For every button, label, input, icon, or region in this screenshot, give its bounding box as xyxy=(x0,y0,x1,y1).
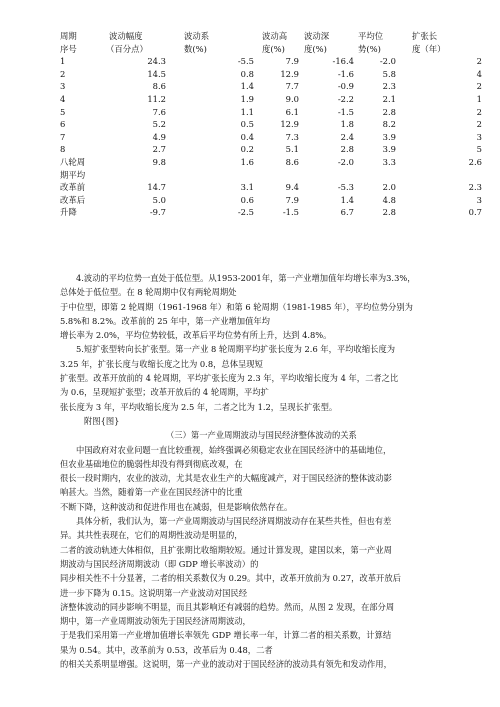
table-row xyxy=(60,169,482,182)
table-cell: 5 xyxy=(60,106,66,117)
table-cell: -2.5 xyxy=(237,207,254,218)
paragraph-line: 中国政府对农业问题一直比较重视，始终强调必须稳定农业在国民经济中的基础地位， xyxy=(76,444,392,455)
table-cell: 升降 xyxy=(60,207,77,218)
table-cell xyxy=(396,169,482,182)
table-cell: 3 xyxy=(476,194,482,205)
table-row xyxy=(60,68,482,81)
paragraph-line: 5.短扩张型转向长扩张型。第一产业 8 轮周期平均扩张长度为 2.6 年，平均收缩长度为 xyxy=(76,344,396,355)
table-row xyxy=(60,106,482,119)
table-cell: -9.7 xyxy=(149,207,166,218)
table-header-cell: （百分点） xyxy=(106,43,148,54)
table-cell: 2.7 xyxy=(152,144,166,155)
article-body xyxy=(60,271,480,671)
table-cell: 7.6 xyxy=(152,106,166,117)
paragraph-line: 济整体波动的同步影响不明显，而且其影响还有减弱的趋势。然而，从图 2 发现，在部分周 xyxy=(60,601,395,612)
table-header-cell: 波动高 xyxy=(262,31,288,41)
table-cell: 7.9 xyxy=(285,194,299,205)
paragraph-line: 响甚大。当然，随着第一产业在国民经济中的比重 xyxy=(60,487,243,498)
table-cell: -5.3 xyxy=(337,182,354,193)
table-cell: 5.1 xyxy=(285,144,299,155)
table-cell: 0.4 xyxy=(240,131,254,142)
table-row xyxy=(60,156,482,169)
table-cell: 八轮周 xyxy=(60,156,86,167)
paragraph-line: 的相关关系明显增强。这说明，第一产业的波动对于国民经济的波动具有领先和发动作用， xyxy=(60,659,392,670)
table-cell: -16.4 xyxy=(332,56,354,67)
table-cell: 1.9 xyxy=(240,93,254,104)
table-cell: 5 xyxy=(476,144,482,155)
table-cell: -2.2 xyxy=(337,93,354,104)
table-cell: 2.6 xyxy=(468,156,482,167)
table-cell: 6.1 xyxy=(285,106,299,117)
table-cell xyxy=(299,169,354,182)
table-cell: -2.0 xyxy=(379,56,396,67)
paragraph-line: 期中，第一产业周期波动领先于国民经济周期波动， xyxy=(60,616,251,627)
section-heading: （三）第一产业周期波动与国民经济整体波动的关系 xyxy=(166,430,357,441)
table-cell: -5.5 xyxy=(237,56,254,67)
table-cell: 0.6 xyxy=(240,194,254,205)
table-row xyxy=(60,80,482,93)
table-cell: -1.5 xyxy=(282,207,299,218)
table-header-cell: 波动幅度 xyxy=(109,31,143,41)
table-cell: 1 xyxy=(476,93,482,104)
table-row xyxy=(60,194,482,207)
table-cell: 4.9 xyxy=(152,131,166,142)
paragraph-line: 5.8%和 8.2%。改革前的 25 年中，第一产业增加值年均 xyxy=(60,315,270,326)
table-cell: 0.7 xyxy=(468,207,482,218)
table-cell: 0.5 xyxy=(240,119,254,130)
table-cell: -1.6 xyxy=(337,68,354,79)
table-cell: 8.2 xyxy=(382,119,396,130)
table-cell: 3 xyxy=(60,81,66,92)
table-cell xyxy=(254,169,299,182)
table-header-cell: 扩张长 xyxy=(412,31,438,41)
table-header-cell: 度(%) xyxy=(262,43,285,54)
table-cell: 2 xyxy=(476,81,482,92)
table-cell: 2.3 xyxy=(468,182,482,193)
table-cell: 3 xyxy=(476,131,482,142)
table-header-cell: 数(%) xyxy=(184,43,207,54)
table-cell: -0.9 xyxy=(337,81,354,92)
paragraph-line: 具体分析，我们认为，第一产业周期波动与国民经济周期波动存在某些共性，但也有差 xyxy=(76,516,392,527)
table-cell: 3.9 xyxy=(382,144,396,155)
table-cell: 7.3 xyxy=(285,131,299,142)
table-cell: 5.0 xyxy=(152,194,166,205)
table-cell: 9.4 xyxy=(285,182,299,193)
table-cell: 8.6 xyxy=(152,81,166,92)
table-cell: 3.3 xyxy=(382,156,396,167)
table-cell: 5.2 xyxy=(152,119,166,130)
table-header-row xyxy=(60,43,482,56)
table-cell: 8 xyxy=(60,144,66,155)
table-cell: 6.7 xyxy=(340,207,354,218)
table-header-cell: 度（年） xyxy=(412,43,446,54)
paragraph-line: 同步相关性不十分显著，二者的相关系数仅为 0.29。其中，改革开放前为 0.27，改革开放后 xyxy=(60,573,401,584)
table-cell: 1.4 xyxy=(240,81,254,92)
paragraph-line: 于中位型，即第 2 轮周期（1961-1968 年）和第 6 轮周期（1981-1985 年），平均位势分别为 xyxy=(60,301,413,312)
table-cell: 2.8 xyxy=(340,144,354,155)
table-cell: -2.0 xyxy=(337,156,354,167)
table-row xyxy=(60,131,482,144)
table-row xyxy=(60,118,482,131)
table-cell: 2 xyxy=(60,68,66,79)
table-header-cell: 波动深 xyxy=(304,31,330,41)
table-cell: 1 xyxy=(60,56,66,67)
paragraph-line: 期波动与国民经济周期波动（即 GDP 增长率波动）的 xyxy=(60,558,259,569)
table-cell: 期平均 xyxy=(60,169,86,180)
table-header-cell: 波动系 xyxy=(184,31,210,41)
table-cell: 5.8 xyxy=(382,68,396,79)
table-cell: 14.5 xyxy=(147,68,166,79)
table-cell: 9.0 xyxy=(285,93,299,104)
table-cell: 改革前 xyxy=(60,182,86,193)
table-cell xyxy=(106,169,166,182)
table-cell: -1.5 xyxy=(337,106,354,117)
table-cell: 3.1 xyxy=(240,182,254,193)
table-cell: 12.9 xyxy=(280,119,299,130)
table-cell: 4.8 xyxy=(382,194,396,205)
paragraph-line: 很长一段时期内，农业的波动，尤其是农业生产的大幅度减产，对于国民经济的整体波动影 xyxy=(60,473,392,484)
paragraph-line: 果为 0.54。其中，改革前为 0.53，改革后为 0.48，二者 xyxy=(60,644,273,655)
table-cell xyxy=(354,169,396,182)
paragraph-line: 但农业基础地位的脆弱性却没有得到彻底改观，在 xyxy=(60,458,243,469)
table-header-cell: 势(%) xyxy=(358,43,381,54)
table-header-cell: 度(%) xyxy=(304,43,327,54)
paragraph-line: 进一步下降为 0.15。这说明第一产业波动对国民经 xyxy=(60,587,248,598)
table-row xyxy=(60,93,482,106)
paragraph-line: 总体处于低位型。在 8 轮周期中仅有两轮周期处 xyxy=(60,287,237,298)
table-cell: 4 xyxy=(60,93,66,104)
paragraph-line: 异。其共性表现在，它们的周期性波动是明显的， xyxy=(60,530,243,541)
table-cell: 12.9 xyxy=(280,68,299,79)
table-cell: 9.8 xyxy=(152,156,166,167)
table-cell: 2.1 xyxy=(382,93,396,104)
table-cell: 24.3 xyxy=(147,56,166,67)
table-cell: 2.4 xyxy=(340,131,354,142)
paragraph-line: 增长率为 2.0%，平均位势较低，改革后平均位势有所上升，达到 4.8%。 xyxy=(60,330,332,341)
paragraph-line: 于是我们采用第一产业增加值增长率领先 GDP 增长率一年，计算二者的相关系数，计算结 xyxy=(60,630,392,641)
table-cell: 2 xyxy=(476,119,482,130)
figure-placeholder: 附图{图} xyxy=(84,415,120,426)
table-cell: 2.8 xyxy=(382,207,396,218)
paragraph-line: 扩张型。改革开放前的 4 轮周期，平均扩张长度为 2.3 年，平均收缩长度为 4 年，二者之比 xyxy=(60,373,399,384)
paragraph-line: 为 0.6，呈现短扩张型；改革开放后的 4 轮周期，平均扩 xyxy=(60,387,269,398)
table-cell: 6 xyxy=(60,119,66,130)
table-cell: 7.7 xyxy=(285,81,299,92)
table-cell: 2.0 xyxy=(382,182,396,193)
table-cell: 14.7 xyxy=(147,182,166,193)
table-cell: 8.6 xyxy=(285,156,299,167)
table-cell: 2 xyxy=(476,56,482,67)
table-cell: 11.2 xyxy=(147,93,166,104)
paragraph-line: 3.25 年，扩张长度与收缩长度之比为 0.8，总体呈现短 xyxy=(60,358,263,369)
cycle-statistics-table xyxy=(60,30,482,219)
table-cell: 1.6 xyxy=(240,156,254,167)
table-header-cell: 序号 xyxy=(60,43,77,54)
table-cell: 改革后 xyxy=(60,194,86,205)
table-row xyxy=(60,181,482,194)
table-cell: 0.8 xyxy=(240,68,254,79)
table-cell: 2 xyxy=(476,106,482,117)
table-cell: 1.8 xyxy=(340,119,354,130)
paragraph-line: 二者的波动轨迹大体相似，且扩张期比收缩期较短。通过计算发现，建国以来，第一产业周 xyxy=(60,544,392,555)
paragraph-line: 张长度为 3 年，平均收缩长度为 2.5 年，二者之比为 1.2，呈现长扩张型。 xyxy=(60,401,338,412)
table-cell: 3.9 xyxy=(382,131,396,142)
paragraph-line: 4.波动的平均位势一直处于低位型。从1953-2001年，第一产业增加值年均增长率为3.3%， xyxy=(76,273,416,283)
paragraph-line: 不断下降，这种波动和促进作用也在减弱，但是影响依然存在。 xyxy=(60,501,293,512)
table-header-cell: 周期 xyxy=(60,31,77,41)
table-cell: 1.4 xyxy=(340,194,354,205)
table-cell: 7.9 xyxy=(285,56,299,67)
table-header-cell: 平均位 xyxy=(358,31,384,41)
table-cell: 2.8 xyxy=(382,106,396,117)
table-header-row xyxy=(60,30,482,43)
table-cell: 2.3 xyxy=(382,81,396,92)
table-row xyxy=(60,55,482,68)
table-row xyxy=(60,206,482,219)
table-cell: 7 xyxy=(60,131,66,142)
table-row xyxy=(60,143,482,156)
table-cell: 0.2 xyxy=(240,144,254,155)
table-cell xyxy=(166,169,254,182)
table-cell: 1.1 xyxy=(240,106,254,117)
table-cell: 4 xyxy=(476,68,482,79)
